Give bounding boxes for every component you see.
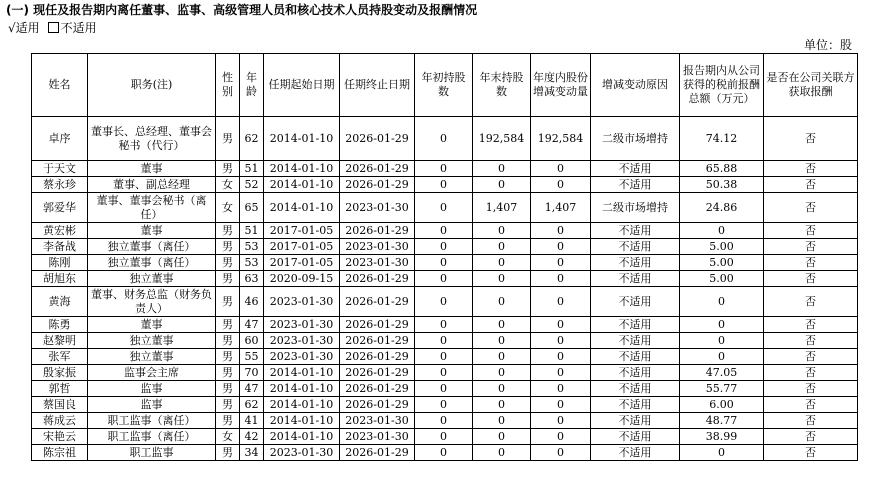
table-row bbox=[32, 381, 858, 397]
col-shares-change-cell: 0 bbox=[531, 177, 591, 193]
col-term-start-cell: 2014-01-10 bbox=[264, 193, 340, 223]
col-shares-end-cell: 0 bbox=[473, 381, 531, 397]
col-shares-change-cell: 0 bbox=[531, 333, 591, 349]
col-change-reason-cell: 不适用 bbox=[591, 239, 680, 255]
col-change-reason-cell: 不适用 bbox=[591, 271, 680, 287]
col-compensation-cell: 6.00 bbox=[680, 397, 764, 413]
col-change-reason-cell: 不适用 bbox=[591, 255, 680, 271]
col-gender-cell: 女 bbox=[216, 177, 240, 193]
col-position-cell: 董事、董事会秘书（离任） bbox=[88, 193, 216, 223]
col-shares-change-cell: 0 bbox=[531, 429, 591, 445]
col-shares-begin-cell: 0 bbox=[415, 429, 473, 445]
col-name-cell: 郭哲 bbox=[32, 381, 88, 397]
col-name-cell: 陈刚 bbox=[32, 255, 88, 271]
col-age-cell: 52 bbox=[240, 177, 264, 193]
table-row bbox=[32, 161, 858, 177]
col-position-cell: 独立董事 bbox=[88, 271, 216, 287]
col-term-end-cell: 2026-01-29 bbox=[340, 271, 415, 287]
col-shares-end-cell: 0 bbox=[473, 177, 531, 193]
col-age-cell: 51 bbox=[240, 223, 264, 239]
col-shares-end-cell: 0 bbox=[473, 445, 531, 461]
col-shares-begin-cell: 0 bbox=[415, 397, 473, 413]
col-shares-end-cell: 0 bbox=[473, 333, 531, 349]
col-term-start-cell: 2014-01-10 bbox=[264, 397, 340, 413]
col-compensation-cell: 0 bbox=[680, 223, 764, 239]
col-position-cell: 独立董事 bbox=[88, 349, 216, 365]
col-position-cell: 监事 bbox=[88, 397, 216, 413]
col-name-cell: 赵黎明 bbox=[32, 333, 88, 349]
col-term-end-cell: 2026-01-29 bbox=[340, 287, 415, 317]
col-change-reason-header: 增减变动原因 bbox=[591, 54, 680, 117]
col-gender-cell: 男 bbox=[216, 413, 240, 429]
table-row bbox=[32, 239, 858, 255]
col-related-party-cell: 否 bbox=[764, 161, 858, 177]
col-age-cell: 47 bbox=[240, 317, 264, 333]
col-name-cell: 胡旭东 bbox=[32, 271, 88, 287]
col-term-end-cell: 2023-01-30 bbox=[340, 429, 415, 445]
applicable-checked[interactable]: √适用 bbox=[8, 21, 40, 35]
col-name-cell: 陈宗祖 bbox=[32, 445, 88, 461]
col-term-start-cell: 2014-01-10 bbox=[264, 365, 340, 381]
col-shares-end-cell: 0 bbox=[473, 287, 531, 317]
col-compensation-cell: 55.77 bbox=[680, 381, 764, 397]
col-shares-change-cell: 0 bbox=[531, 349, 591, 365]
table-row bbox=[32, 333, 858, 349]
not-applicable-label: 不适用 bbox=[60, 21, 97, 35]
col-related-party-cell: 否 bbox=[764, 333, 858, 349]
col-position-header: 职务(注) bbox=[88, 54, 216, 117]
col-position-cell: 董事 bbox=[88, 161, 216, 177]
col-shares-begin-cell: 0 bbox=[415, 223, 473, 239]
col-term-start-cell: 2023-01-30 bbox=[264, 445, 340, 461]
col-term-end-cell: 2026-01-29 bbox=[340, 333, 415, 349]
table-row bbox=[32, 177, 858, 193]
col-related-party-cell: 否 bbox=[764, 287, 858, 317]
col-age-cell: 55 bbox=[240, 349, 264, 365]
col-related-party-cell: 否 bbox=[764, 239, 858, 255]
col-related-party-cell: 否 bbox=[764, 365, 858, 381]
col-name-cell: 黄海 bbox=[32, 287, 88, 317]
col-change-reason-cell: 不适用 bbox=[591, 333, 680, 349]
col-position-cell: 董事、副总经理 bbox=[88, 177, 216, 193]
col-position-cell: 董事 bbox=[88, 223, 216, 239]
col-gender-cell: 男 bbox=[216, 223, 240, 239]
col-shares-begin-cell: 0 bbox=[415, 177, 473, 193]
col-shares-begin-cell: 0 bbox=[415, 349, 473, 365]
col-position-cell: 职工监事 bbox=[88, 445, 216, 461]
table-row bbox=[32, 397, 858, 413]
col-position-cell: 独立董事 bbox=[88, 333, 216, 349]
col-compensation-cell: 0 bbox=[680, 445, 764, 461]
col-position-cell: 职工监事（离任） bbox=[88, 429, 216, 445]
col-gender-cell: 男 bbox=[216, 445, 240, 461]
col-related-party-header: 是否在公司关联方获取报酬 bbox=[764, 54, 858, 117]
table-row bbox=[32, 445, 858, 461]
col-name-cell: 殷家振 bbox=[32, 365, 88, 381]
col-gender-cell: 男 bbox=[216, 317, 240, 333]
table-body bbox=[32, 117, 858, 461]
col-related-party-cell: 否 bbox=[764, 255, 858, 271]
col-term-start-cell: 2020-09-15 bbox=[264, 271, 340, 287]
col-shares-end-cell: 0 bbox=[473, 239, 531, 255]
col-term-start-cell: 2014-01-10 bbox=[264, 161, 340, 177]
col-shares-change-cell: 0 bbox=[531, 223, 591, 239]
col-shares-begin-cell: 0 bbox=[415, 271, 473, 287]
col-compensation-cell: 5.00 bbox=[680, 239, 764, 255]
col-shares-end-cell: 192,584 bbox=[473, 117, 531, 161]
col-age-cell: 53 bbox=[240, 239, 264, 255]
col-shares-end-cell: 0 bbox=[473, 349, 531, 365]
col-age-cell: 53 bbox=[240, 255, 264, 271]
col-related-party-cell: 否 bbox=[764, 317, 858, 333]
col-term-end-cell: 2026-01-29 bbox=[340, 223, 415, 239]
table-row bbox=[32, 271, 858, 287]
col-shares-end-cell: 0 bbox=[473, 317, 531, 333]
col-shares-change-cell: 0 bbox=[531, 381, 591, 397]
col-change-reason-cell: 不适用 bbox=[591, 349, 680, 365]
col-name-cell: 蔡永珍 bbox=[32, 177, 88, 193]
col-change-reason-cell: 不适用 bbox=[591, 161, 680, 177]
table-row bbox=[32, 193, 858, 223]
col-name-cell: 郭爱华 bbox=[32, 193, 88, 223]
col-compensation-cell: 48.77 bbox=[680, 413, 764, 429]
col-shares-begin-cell: 0 bbox=[415, 255, 473, 271]
header-row bbox=[32, 54, 858, 117]
table-row bbox=[32, 287, 858, 317]
col-gender-cell: 男 bbox=[216, 333, 240, 349]
col-shares-change-cell: 0 bbox=[531, 161, 591, 177]
table-row bbox=[32, 349, 858, 365]
col-term-end-cell: 2026-01-29 bbox=[340, 317, 415, 333]
col-term-start-cell: 2014-01-10 bbox=[264, 177, 340, 193]
col-shares-end-header: 年末持股数 bbox=[473, 54, 531, 117]
col-age-cell: 51 bbox=[240, 161, 264, 177]
col-name-cell: 李备战 bbox=[32, 239, 88, 255]
col-term-end-cell: 2026-01-29 bbox=[340, 117, 415, 161]
table-row bbox=[32, 365, 858, 381]
col-compensation-cell: 74.12 bbox=[680, 117, 764, 161]
col-gender-cell: 男 bbox=[216, 365, 240, 381]
col-compensation-cell: 5.00 bbox=[680, 271, 764, 287]
section-heading: (一) 现任及报告期内离任董事、监事、高级管理人员和核心技术人员持股变动及报酬情况 bbox=[6, 3, 478, 17]
col-name-cell: 黄宏彬 bbox=[32, 223, 88, 239]
col-shares-change-cell: 0 bbox=[531, 397, 591, 413]
col-name-cell: 于天文 bbox=[32, 161, 88, 177]
col-compensation-cell: 0 bbox=[680, 287, 764, 317]
col-related-party-cell: 否 bbox=[764, 429, 858, 445]
col-position-cell: 董事、财务总监（财务负责人） bbox=[88, 287, 216, 317]
col-compensation-cell: 47.05 bbox=[680, 365, 764, 381]
table-row bbox=[32, 223, 858, 239]
col-shares-change-cell: 192,584 bbox=[531, 117, 591, 161]
col-term-start-cell: 2014-01-10 bbox=[264, 429, 340, 445]
col-gender-cell: 男 bbox=[216, 239, 240, 255]
col-related-party-cell: 否 bbox=[764, 413, 858, 429]
col-shares-begin-cell: 0 bbox=[415, 333, 473, 349]
col-related-party-cell: 否 bbox=[764, 397, 858, 413]
col-term-end-cell: 2026-01-29 bbox=[340, 381, 415, 397]
col-change-reason-cell: 二级市场增持 bbox=[591, 117, 680, 161]
col-shares-begin-cell: 0 bbox=[415, 239, 473, 255]
col-term-start-cell: 2017-01-05 bbox=[264, 255, 340, 271]
col-shares-change-header: 年度内股份增减变动量 bbox=[531, 54, 591, 117]
col-shares-begin-cell: 0 bbox=[415, 365, 473, 381]
col-name-cell: 蒋成云 bbox=[32, 413, 88, 429]
col-age-cell: 62 bbox=[240, 397, 264, 413]
col-related-party-cell: 否 bbox=[764, 177, 858, 193]
col-shares-begin-cell: 0 bbox=[415, 161, 473, 177]
col-shares-change-cell: 0 bbox=[531, 255, 591, 271]
col-change-reason-cell: 不适用 bbox=[591, 365, 680, 381]
table-row bbox=[32, 413, 858, 429]
col-compensation-cell: 38.99 bbox=[680, 429, 764, 445]
col-related-party-cell: 否 bbox=[764, 349, 858, 365]
col-term-end-cell: 2023-01-30 bbox=[340, 239, 415, 255]
col-term-start-cell: 2014-01-10 bbox=[264, 413, 340, 429]
col-gender-cell: 女 bbox=[216, 193, 240, 223]
col-term-start-cell: 2023-01-30 bbox=[264, 317, 340, 333]
col-compensation-cell: 5.00 bbox=[680, 255, 764, 271]
col-change-reason-cell: 不适用 bbox=[591, 397, 680, 413]
col-compensation-cell: 0 bbox=[680, 349, 764, 365]
col-shares-end-cell: 0 bbox=[473, 365, 531, 381]
col-term-start-cell: 2017-01-05 bbox=[264, 239, 340, 255]
table-row bbox=[32, 255, 858, 271]
col-shares-end-cell: 0 bbox=[473, 397, 531, 413]
col-shares-change-cell: 0 bbox=[531, 445, 591, 461]
col-term-end-cell: 2023-01-30 bbox=[340, 413, 415, 429]
col-change-reason-cell: 不适用 bbox=[591, 429, 680, 445]
col-age-cell: 42 bbox=[240, 429, 264, 445]
col-change-reason-cell: 不适用 bbox=[591, 445, 680, 461]
col-shares-change-cell: 0 bbox=[531, 317, 591, 333]
col-age-header: 年龄 bbox=[240, 54, 264, 117]
unit-label: 单位：股 bbox=[803, 38, 852, 52]
col-gender-cell: 男 bbox=[216, 161, 240, 177]
unchecked-box-icon[interactable] bbox=[48, 22, 59, 33]
col-term-end-cell: 2026-01-29 bbox=[340, 397, 415, 413]
col-gender-cell: 男 bbox=[216, 255, 240, 271]
col-age-cell: 46 bbox=[240, 287, 264, 317]
col-shares-begin-header: 年初持股数 bbox=[415, 54, 473, 117]
col-gender-cell: 男 bbox=[216, 271, 240, 287]
col-shares-change-cell: 0 bbox=[531, 365, 591, 381]
col-compensation-cell: 0 bbox=[680, 317, 764, 333]
col-name-cell: 张军 bbox=[32, 349, 88, 365]
col-change-reason-cell: 二级市场增持 bbox=[591, 193, 680, 223]
col-change-reason-cell: 不适用 bbox=[591, 317, 680, 333]
col-term-start-cell: 2014-01-10 bbox=[264, 117, 340, 161]
col-shares-change-cell: 0 bbox=[531, 239, 591, 255]
col-term-end-cell: 2026-01-29 bbox=[340, 177, 415, 193]
table-row bbox=[32, 117, 858, 161]
col-term-end-cell: 2023-01-30 bbox=[340, 255, 415, 271]
col-shares-begin-cell: 0 bbox=[415, 413, 473, 429]
col-gender-header: 性别 bbox=[216, 54, 240, 117]
col-shares-begin-cell: 0 bbox=[415, 287, 473, 317]
col-related-party-cell: 否 bbox=[764, 193, 858, 223]
col-change-reason-cell: 不适用 bbox=[591, 223, 680, 239]
col-position-cell: 董事长、总经理、董事会秘书（代行） bbox=[88, 117, 216, 161]
col-related-party-cell: 否 bbox=[764, 445, 858, 461]
col-gender-cell: 男 bbox=[216, 287, 240, 317]
col-change-reason-cell: 不适用 bbox=[591, 177, 680, 193]
col-shares-begin-cell: 0 bbox=[415, 317, 473, 333]
col-age-cell: 47 bbox=[240, 381, 264, 397]
col-related-party-cell: 否 bbox=[764, 223, 858, 239]
col-term-start-header: 任期起始日期 bbox=[264, 54, 340, 117]
applicability-options bbox=[8, 20, 97, 36]
col-gender-cell: 女 bbox=[216, 429, 240, 445]
col-shares-end-cell: 0 bbox=[473, 271, 531, 287]
col-compensation-header: 报告期内从公司获得的税前报酬总额（万元） bbox=[680, 54, 764, 117]
col-position-cell: 监事 bbox=[88, 381, 216, 397]
col-age-cell: 65 bbox=[240, 193, 264, 223]
col-term-start-cell: 2014-01-10 bbox=[264, 381, 340, 397]
col-shares-end-cell: 0 bbox=[473, 255, 531, 271]
col-shares-begin-cell: 0 bbox=[415, 381, 473, 397]
table-row bbox=[32, 429, 858, 445]
col-compensation-cell: 24.86 bbox=[680, 193, 764, 223]
holdings-table bbox=[31, 53, 858, 461]
col-shares-end-cell: 0 bbox=[473, 413, 531, 429]
col-shares-change-cell: 0 bbox=[531, 287, 591, 317]
col-term-start-cell: 2023-01-30 bbox=[264, 333, 340, 349]
col-position-cell: 独立董事（离任） bbox=[88, 255, 216, 271]
col-term-end-cell: 2026-01-29 bbox=[340, 445, 415, 461]
col-term-end-cell: 2023-01-30 bbox=[340, 193, 415, 223]
col-term-start-cell: 2023-01-30 bbox=[264, 287, 340, 317]
col-shares-begin-cell: 0 bbox=[415, 445, 473, 461]
col-position-cell: 董事 bbox=[88, 317, 216, 333]
col-age-cell: 70 bbox=[240, 365, 264, 381]
col-related-party-cell: 否 bbox=[764, 271, 858, 287]
col-change-reason-cell: 不适用 bbox=[591, 287, 680, 317]
col-name-cell: 蔡国良 bbox=[32, 397, 88, 413]
col-change-reason-cell: 不适用 bbox=[591, 413, 680, 429]
col-name-cell: 卓序 bbox=[32, 117, 88, 161]
col-position-cell: 独立董事（离任） bbox=[88, 239, 216, 255]
col-term-start-cell: 2023-01-30 bbox=[264, 349, 340, 365]
col-shares-end-cell: 1,407 bbox=[473, 193, 531, 223]
col-shares-end-cell: 0 bbox=[473, 223, 531, 239]
col-compensation-cell: 0 bbox=[680, 333, 764, 349]
col-compensation-cell: 65.88 bbox=[680, 161, 764, 177]
col-change-reason-cell: 不适用 bbox=[591, 381, 680, 397]
col-term-end-cell: 2026-01-29 bbox=[340, 161, 415, 177]
col-name-cell: 陈勇 bbox=[32, 317, 88, 333]
col-gender-cell: 男 bbox=[216, 117, 240, 161]
col-shares-change-cell: 0 bbox=[531, 271, 591, 287]
col-term-end-cell: 2026-01-29 bbox=[340, 349, 415, 365]
col-shares-change-cell: 1,407 bbox=[531, 193, 591, 223]
col-compensation-cell: 50.38 bbox=[680, 177, 764, 193]
col-shares-end-cell: 0 bbox=[473, 429, 531, 445]
col-term-end-header: 任期终止日期 bbox=[340, 54, 415, 117]
col-position-cell: 监事会主席 bbox=[88, 365, 216, 381]
col-age-cell: 34 bbox=[240, 445, 264, 461]
col-related-party-cell: 否 bbox=[764, 117, 858, 161]
col-term-start-cell: 2017-01-05 bbox=[264, 223, 340, 239]
col-gender-cell: 男 bbox=[216, 349, 240, 365]
col-age-cell: 41 bbox=[240, 413, 264, 429]
col-shares-begin-cell: 0 bbox=[415, 193, 473, 223]
col-shares-end-cell: 0 bbox=[473, 161, 531, 177]
table-row bbox=[32, 317, 858, 333]
col-position-cell: 职工监事（离任） bbox=[88, 413, 216, 429]
col-related-party-cell: 否 bbox=[764, 381, 858, 397]
col-age-cell: 62 bbox=[240, 117, 264, 161]
col-term-end-cell: 2026-01-29 bbox=[340, 365, 415, 381]
col-gender-cell: 男 bbox=[216, 381, 240, 397]
col-name-cell: 宋艳云 bbox=[32, 429, 88, 445]
col-age-cell: 60 bbox=[240, 333, 264, 349]
col-name-header: 姓名 bbox=[32, 54, 88, 117]
col-gender-cell: 男 bbox=[216, 397, 240, 413]
col-shares-begin-cell: 0 bbox=[415, 117, 473, 161]
col-age-cell: 63 bbox=[240, 271, 264, 287]
col-shares-change-cell: 0 bbox=[531, 413, 591, 429]
